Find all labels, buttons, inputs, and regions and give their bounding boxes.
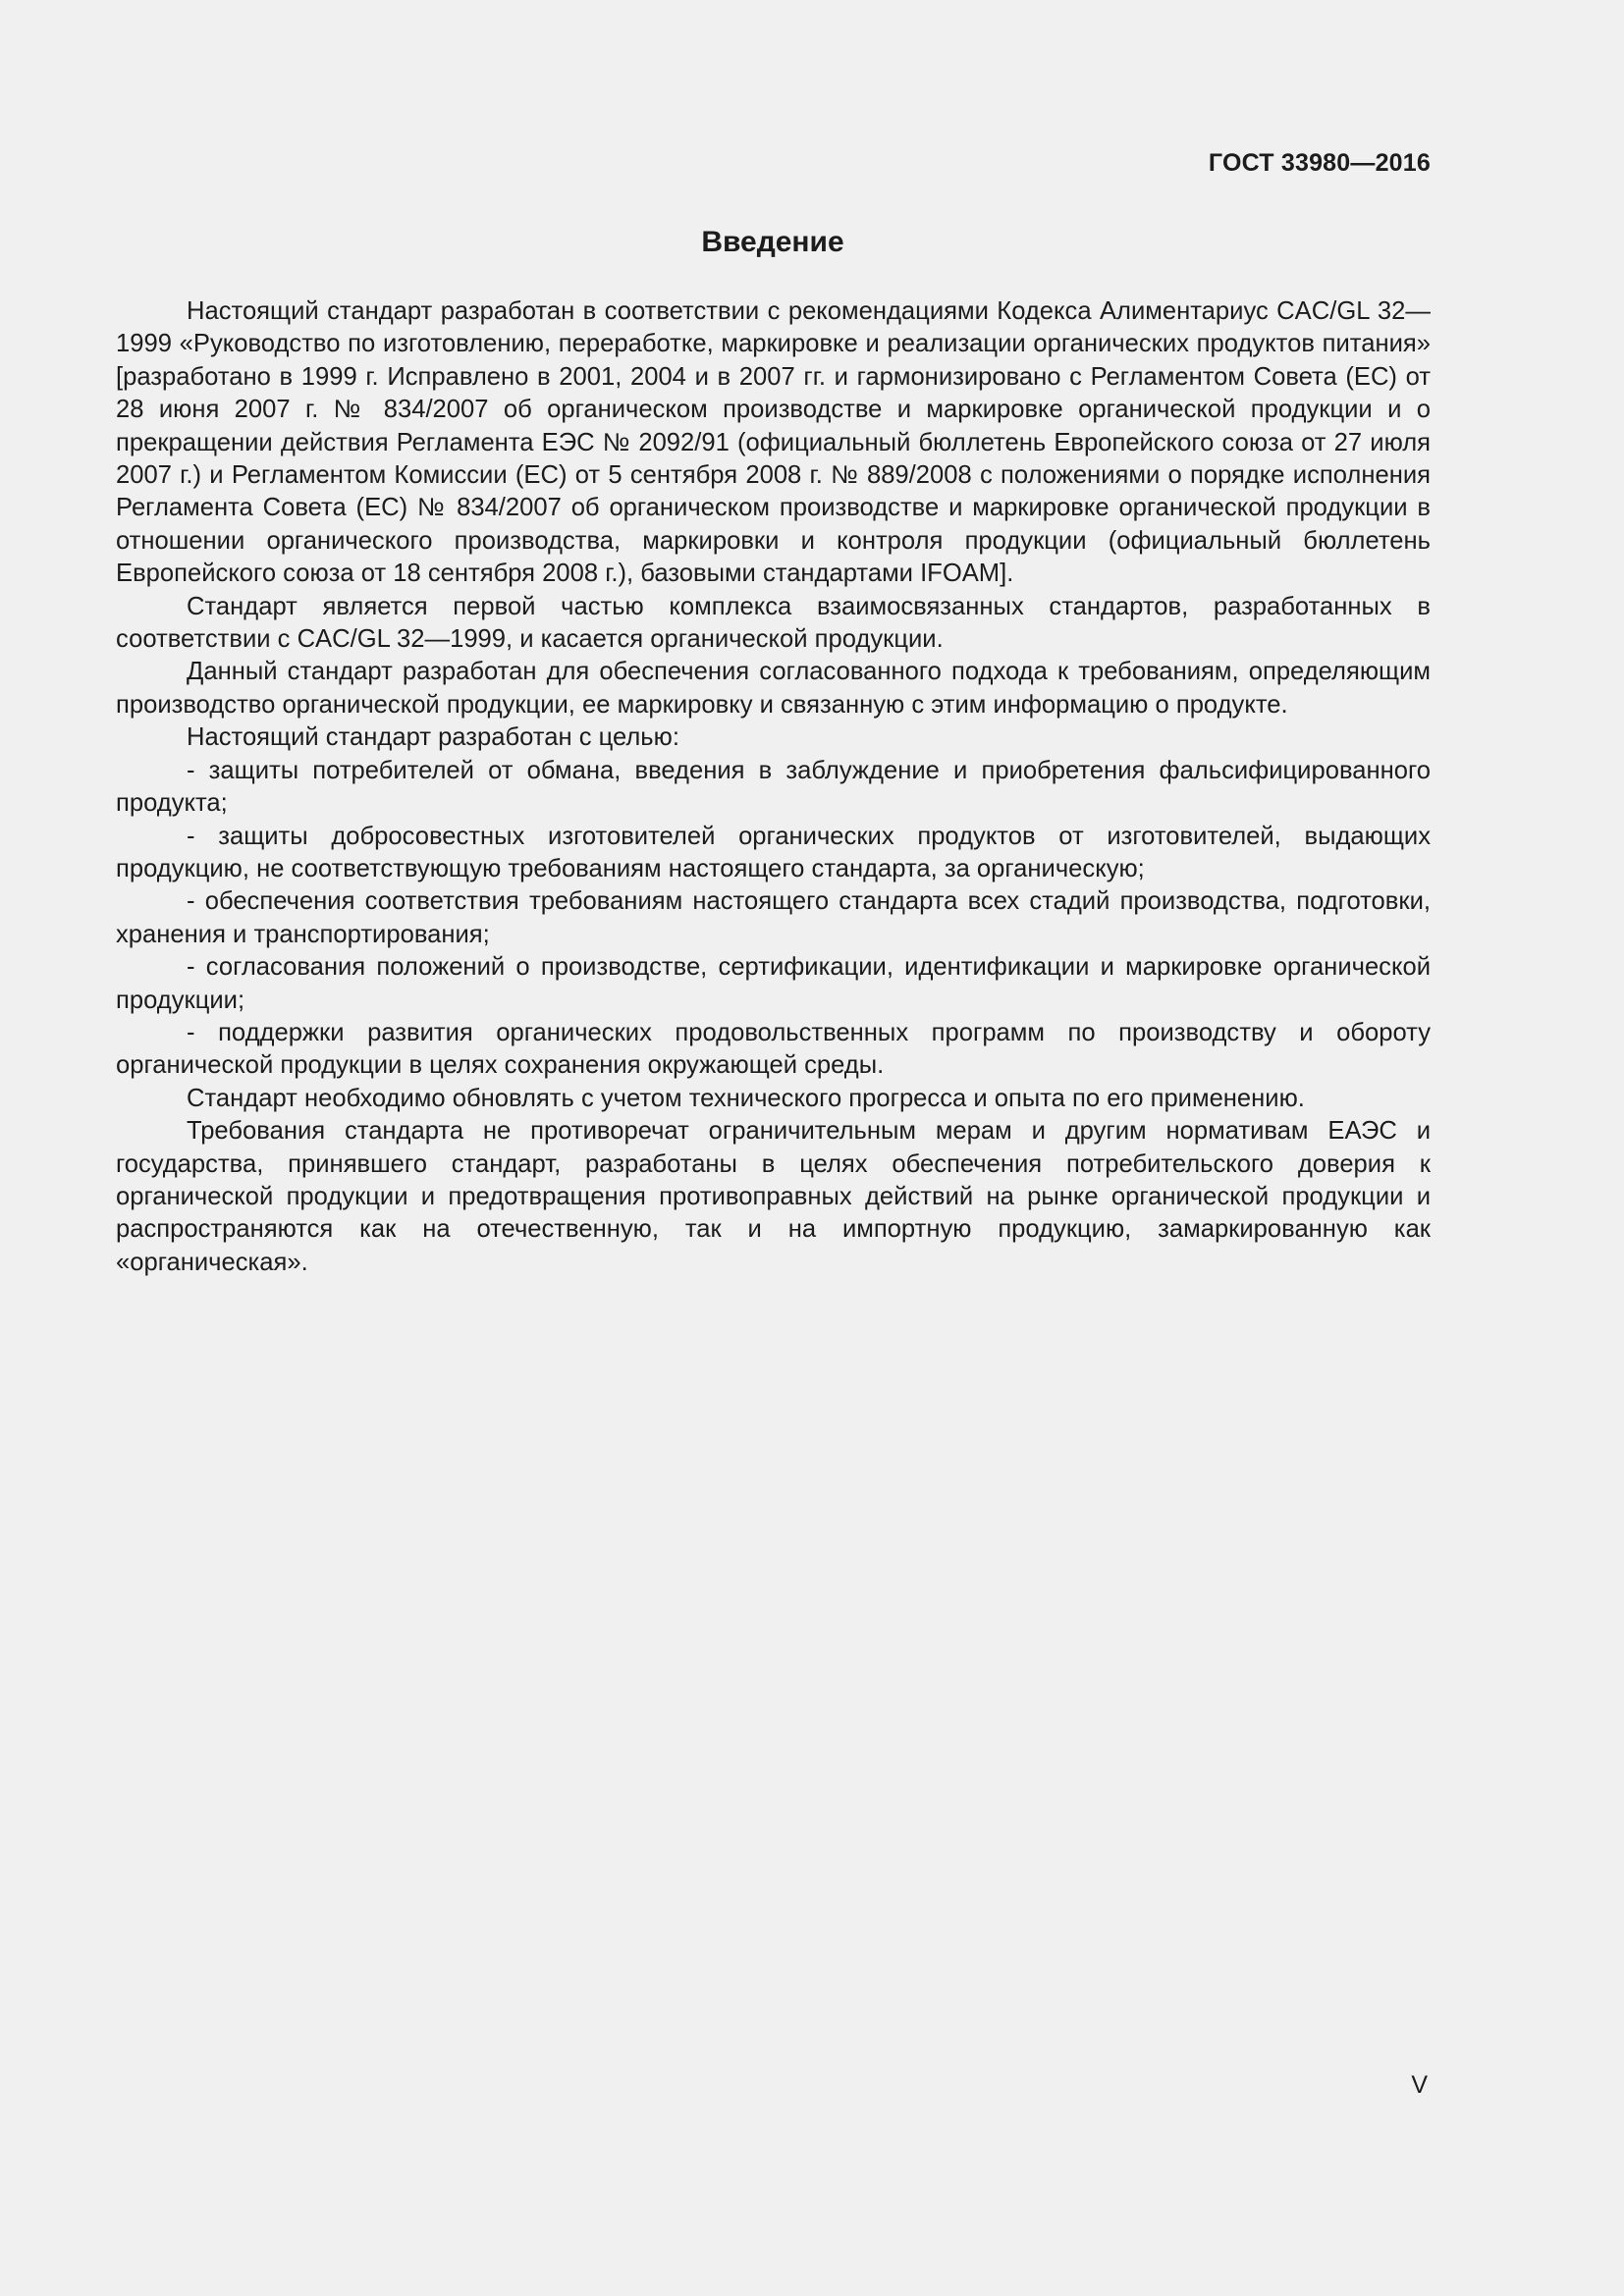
body-text xyxy=(116,295,1431,1279)
paragraph: Требования стандарта не противоречат ограничительным мерам и другим нормативам ЕАЭС и государства, принявшего стандарт, разработаны в целях обеспечения потребительского доверия к органической продукции и предотвращения противоправных действий на рынке органической продукции и распространяются как на отечественную, так и на импортную продукцию, замаркированную как «органическая». xyxy=(116,1117,1431,1276)
list-item: - защиты добросовестных изготовителей органических продуктов от изготовителей, выдающих продукцию, не соответствующую требованиям настоящего стандарта, за органическую; xyxy=(116,822,1431,882)
paragraph: Настоящий стандарт разработан в соответствии с рекомендациями Кодекса Алиментариус CAC/GL 32—1999 «Руководство по изготовлению, переработке, маркировке и реализации органических продуктов питания» [разработано в 1999 г. Исправлено в 2001, 2004 и в 2007 гг. и гармонизировано с Регламентом Совета (ЕС) от 28 июня 2007 г. № 834/2007 об органическом производстве и маркировке органической продукции и о прекращении действия Регламента ЕЭС № 2092/91 (официальный бюллетень Европейского союза от 27 июля 2007 г.) и Регламентом Комиссии (ЕС) от 5 сентября 2008 г. № 889/2008 с положениями о порядке исполнения Регламента Совета (ЕС) № 834/2007 об органическом производстве и маркировке органической продукции в отношении органического производства, маркировки и контроля продукции (официальный бюллетень Европейского союза от 18 сентября 2008 г.), базовыми стандартами IFOAM]. xyxy=(116,297,1431,588)
paragraph: Стандарт является первой частью комплекса взаимосвязанных стандартов, разработанных в соответствии с CAC/GL 32—1999, и касается органической продукции. xyxy=(116,592,1431,654)
list-item: - защиты потребителей от обмана, введения в заблуждение и приобретения фальсифицированного продукта; xyxy=(116,756,1431,818)
list-item: - обеспечения соответствия требованиям настоящего стандарта всех стадий производства, подготовки, хранения и транспортирования; xyxy=(116,887,1431,948)
paragraph: Стандарт необходимо обновлять с учетом технического прогресса и опыта по его применению. xyxy=(187,1084,1305,1112)
section-title: Введение xyxy=(701,226,844,258)
list-item: - согласования положений о производстве, сертификации, идентификации и маркировке органической продукции; xyxy=(116,953,1431,1014)
list-item: - поддержки развития органических продовольственных программ по производству и обороту органической продукции в целях сохранения окружающей среды. xyxy=(116,1018,1431,1080)
paragraph: Данный стандарт разработан для обеспечения согласованного подхода к требованиям, определяющим производство органической продукции, ее маркировку и связанную с этим информацию о продукте. xyxy=(116,658,1431,719)
page-number: V xyxy=(1411,2071,1428,2099)
paragraph: Настоящий стандарт разработан с целью: xyxy=(187,723,679,752)
document-code: ГОСТ 33980—2016 xyxy=(1208,149,1431,177)
